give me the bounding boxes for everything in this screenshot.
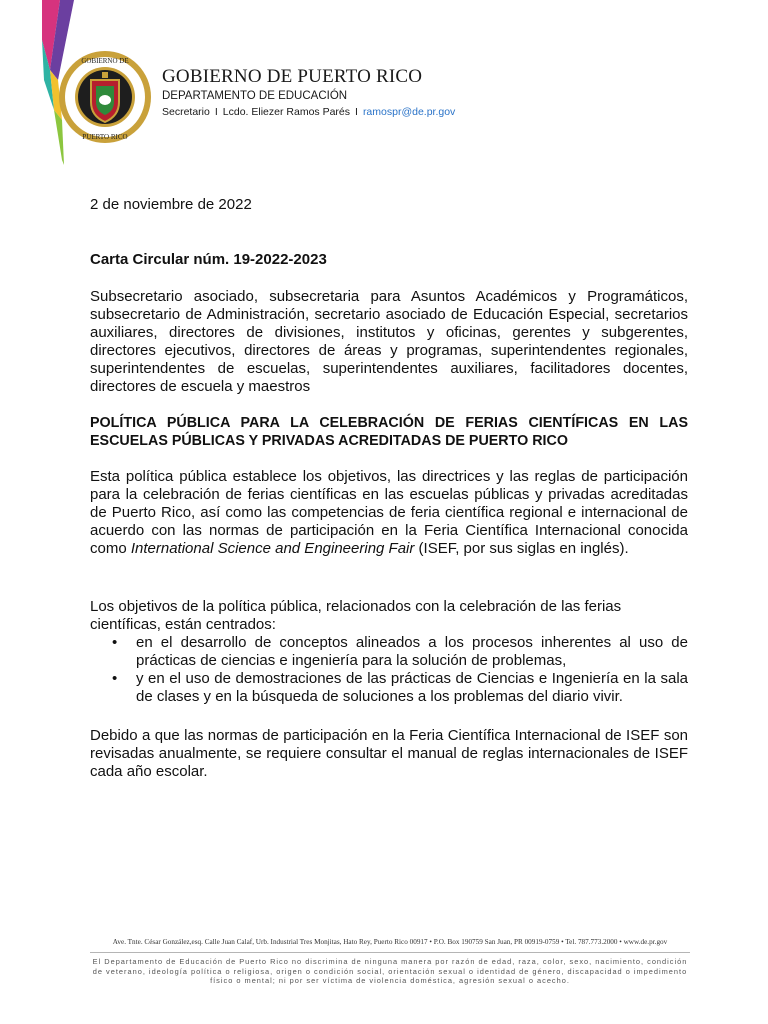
list-item-text: y en el uso de demostraciones de las prácticas de Ciencias e Ingeniería en la sala de clases y en la búsqueda de soluciones a los problemas del diario vivir. (136, 670, 688, 705)
audience-paragraph: Subsecretario asociado, subsecretaria para Asuntos Académicos y Programáticos, subsecretario de Administración, secretario asociado de Educación Especial, secretarios auxiliares, directores de divisiones, institutos y oficinas, gerentes y subgerentes, directores ejecutivos, directores de áreas y programas, superintendentes regionales, superintendentes de escuelas, superintendentes auxiliares, facilitadores docentes, directores de escuela y maestros (90, 288, 688, 395)
svg-text:GOBIERNO DE: GOBIERNO DE (81, 57, 129, 65)
department-name: DEPARTAMENTO DE EDUCACIÓN (162, 90, 348, 102)
letter-date: 2 de noviembre de 2022 (90, 196, 252, 213)
puerto-rico-seal (58, 50, 152, 144)
secretary-name: Lcdo. Eliezer Ramos Parés (222, 106, 351, 118)
secretary-role: Secretario (162, 106, 210, 118)
bullet-icon: • (112, 634, 118, 651)
list-item (90, 634, 688, 670)
intro-text-end: (ISEF, por sus siglas en inglés). (414, 540, 629, 557)
bullet-icon: • (112, 670, 118, 687)
separator: I (355, 106, 358, 118)
footer-address: Ave. Tnte. César González,esq. Calle Juan Calaf, Urb. Industrial Tres Monjitas, Hato Rey, Puerto Rico 00917 • P.O. Box 190759 San Juan, PR 00919-0759 • Tel. 787.773.2000 • www.de.pr.gov (112, 938, 668, 946)
secretary-line (162, 104, 455, 120)
objectives-paragraph: Los objetivos de la política pública, relacionados con la celebración de las ferias científicas, están centrados: (90, 598, 622, 633)
circular-number: Carta Circular núm. 19-2022-2023 (90, 251, 327, 268)
footer-divider (90, 952, 690, 953)
intro-paragraph (90, 468, 688, 558)
policy-title: POLÍTICA PÚBLICA PARA LA CELEBRACIÓN DE FERIAS CIENTÍFICAS EN LAS ESCUELAS PÚBLICAS Y PRIVADAS ACREDITADAS DE PUERTO RICO (90, 415, 688, 449)
objectives-list (90, 634, 688, 706)
government-title: GOBIERNO DE PUERTO RICO (162, 66, 423, 87)
svg-text:PUERTO RICO: PUERTO RICO (82, 133, 128, 141)
footer-disclaimer: El Departamento de Educación de Puerto Rico no discrimina de ninguna manera por razón de edad, raza, color, sexo, nacimiento, condición de veterano, ideología política o religiosa, origen o condición social, orientación sexual o identidad de género, discapacidad o impedimento físico o mental; ni por ser víctima de violencia doméstica, agresión sexual o acecho. (92, 957, 688, 986)
list-item-text: en el desarrollo de conceptos alineados a los procesos inherentes al uso de prácticas de ciencias e ingeniería para la solución de problemas, (136, 634, 688, 669)
isef-rules-paragraph: Debido a que las normas de participación en la Feria Científica Internacional de ISEF son revisadas anualmente, se requiere consultar el manual de reglas internacionales de ISEF cada año escolar. (90, 727, 688, 780)
letterhead (162, 66, 455, 120)
intro-text-start: Esta política pública establece los objetivos, las directrices y las reglas de participación para la celebración de ferias científicas en las escuelas públicas y privadas acreditadas de Puerto Rico, así como las competencias de feria científica regional e internacional de acuerdo con las normas de participación en la Feria Científica Internacional conocida como (90, 468, 688, 557)
separator: I (214, 106, 218, 118)
list-item (90, 670, 688, 706)
isef-name: International Science and Engineering Fair (130, 540, 415, 557)
secretary-email-link[interactable]: ramospr@de.pr.gov (362, 106, 456, 118)
